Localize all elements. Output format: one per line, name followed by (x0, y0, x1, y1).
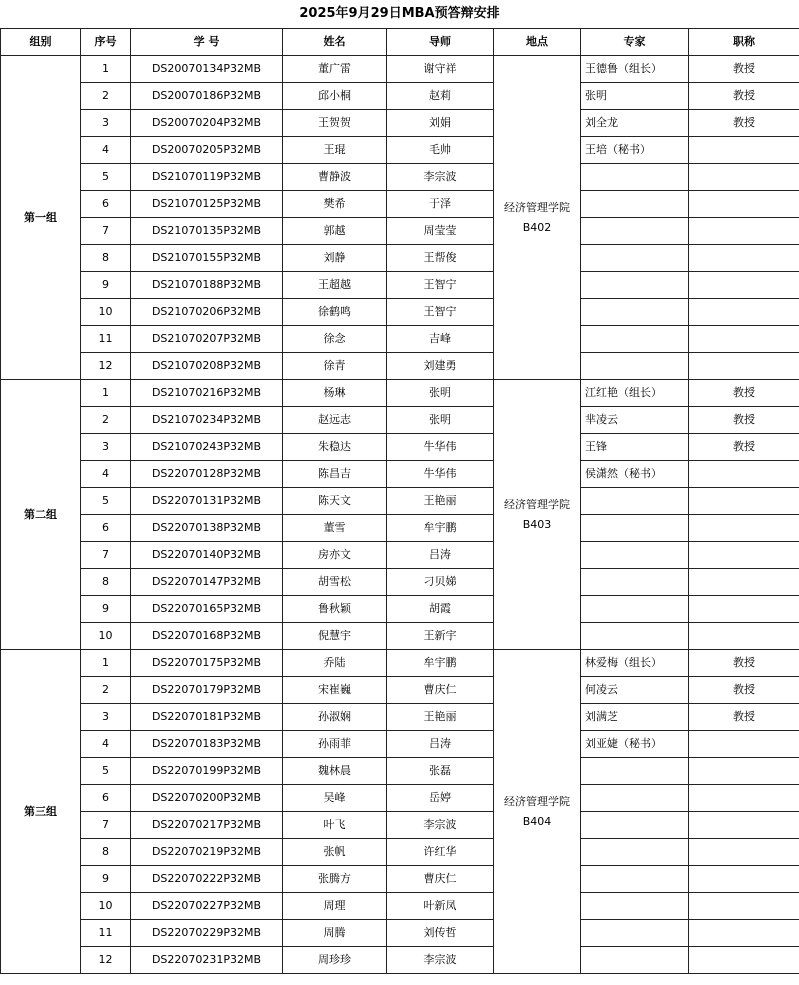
student-id-cell: DS22070131P32MB (131, 488, 283, 515)
student-id-cell: DS22070217P32MB (131, 812, 283, 839)
expert-cell: 刘全龙 (581, 110, 689, 137)
student-id-cell: DS20070205P32MB (131, 137, 283, 164)
student-name-cell: 曹静波 (283, 164, 387, 191)
student-id-cell: DS22070199P32MB (131, 758, 283, 785)
rank-cell (689, 488, 799, 515)
expert-cell (581, 596, 689, 623)
table-row (1, 596, 799, 623)
advisor-cell: 刘娟 (387, 110, 494, 137)
header-name: 姓名 (283, 29, 387, 56)
advisor-cell: 许红华 (387, 839, 494, 866)
expert-cell (581, 893, 689, 920)
advisor-cell: 王新宇 (387, 623, 494, 650)
rank-cell (689, 893, 799, 920)
student-name-cell: 孙淑娴 (283, 704, 387, 731)
rank-cell (689, 920, 799, 947)
student-name-cell: 王贺贺 (283, 110, 387, 137)
location-cell (494, 380, 581, 650)
table-row (1, 245, 799, 272)
table-row (1, 434, 799, 461)
table-row (1, 677, 799, 704)
seq-cell: 9 (81, 596, 131, 623)
header-rank: 职称 (689, 29, 799, 56)
rank-cell: 教授 (689, 110, 799, 137)
rank-cell: 教授 (689, 83, 799, 110)
header-seq: 序号 (81, 29, 131, 56)
advisor-cell: 曹庆仁 (387, 677, 494, 704)
seq-cell: 8 (81, 839, 131, 866)
advisor-cell: 李宗波 (387, 947, 494, 974)
advisor-cell: 吉峰 (387, 326, 494, 353)
seq-cell: 3 (81, 704, 131, 731)
seq-cell: 3 (81, 434, 131, 461)
expert-cell (581, 623, 689, 650)
advisor-cell: 牛华伟 (387, 461, 494, 488)
group-name: 第一组 (1, 56, 81, 380)
seq-cell: 9 (81, 866, 131, 893)
student-id-cell: DS22070181P32MB (131, 704, 283, 731)
rank-cell: 教授 (689, 704, 799, 731)
expert-cell: 芈凌云 (581, 407, 689, 434)
advisor-cell: 曹庆仁 (387, 866, 494, 893)
rank-cell (689, 218, 799, 245)
advisor-cell: 李宗波 (387, 164, 494, 191)
expert-cell (581, 812, 689, 839)
student-name-cell: 张腾方 (283, 866, 387, 893)
student-id-cell: DS22070165P32MB (131, 596, 283, 623)
seq-cell: 7 (81, 218, 131, 245)
seq-cell: 2 (81, 83, 131, 110)
seq-cell: 3 (81, 110, 131, 137)
student-name-cell: 周理 (283, 893, 387, 920)
advisor-cell: 谢守祥 (387, 56, 494, 83)
student-id-cell: DS21070234P32MB (131, 407, 283, 434)
expert-cell (581, 488, 689, 515)
student-id-cell: DS21070216P32MB (131, 380, 283, 407)
table-row (1, 110, 799, 137)
student-name-cell: 陈天文 (283, 488, 387, 515)
expert-cell (581, 326, 689, 353)
expert-cell (581, 758, 689, 785)
student-id-cell: DS22070175P32MB (131, 650, 283, 677)
seq-cell: 7 (81, 542, 131, 569)
rank-cell (689, 191, 799, 218)
table-row (1, 353, 799, 380)
table-row (1, 785, 799, 812)
student-name-cell: 吴峰 (283, 785, 387, 812)
seq-cell: 11 (81, 326, 131, 353)
seq-cell: 10 (81, 623, 131, 650)
expert-cell (581, 569, 689, 596)
rank-cell (689, 461, 799, 488)
expert-cell (581, 164, 689, 191)
table-row (1, 218, 799, 245)
rank-cell (689, 623, 799, 650)
seq-cell: 5 (81, 758, 131, 785)
table-row (1, 569, 799, 596)
rank-cell (689, 596, 799, 623)
advisor-cell: 刘传哲 (387, 920, 494, 947)
table-row (1, 758, 799, 785)
seq-cell: 10 (81, 893, 131, 920)
student-id-cell: DS22070168P32MB (131, 623, 283, 650)
table-row (1, 866, 799, 893)
location-line: 经济管理学院 (504, 794, 570, 808)
advisor-cell: 张明 (387, 407, 494, 434)
student-id-cell: DS22070147P32MB (131, 569, 283, 596)
rank-cell (689, 569, 799, 596)
advisor-cell: 王帮俊 (387, 245, 494, 272)
advisor-cell: 岳婷 (387, 785, 494, 812)
seq-cell: 9 (81, 272, 131, 299)
student-name-cell: 周珍珍 (283, 947, 387, 974)
advisor-cell: 王艳丽 (387, 488, 494, 515)
student-name-cell: 叶飞 (283, 812, 387, 839)
rank-cell (689, 731, 799, 758)
location-line: 经济管理学院 (504, 200, 570, 214)
seq-cell: 2 (81, 407, 131, 434)
expert-cell (581, 515, 689, 542)
student-name-cell: 郭越 (283, 218, 387, 245)
student-id-cell: DS21070125P32MB (131, 191, 283, 218)
rank-cell (689, 947, 799, 974)
expert-cell: 何凌云 (581, 677, 689, 704)
advisor-cell: 叶新凤 (387, 893, 494, 920)
table-row (1, 650, 799, 677)
student-name-cell: 鲁秋颖 (283, 596, 387, 623)
seq-cell: 8 (81, 569, 131, 596)
expert-cell (581, 218, 689, 245)
page-title: 2025年9月29日MBA预答辩安排 (299, 6, 500, 21)
rank-cell: 教授 (689, 56, 799, 83)
table-row (1, 515, 799, 542)
student-name-cell: 赵远志 (283, 407, 387, 434)
student-name-cell: 徐念 (283, 326, 387, 353)
student-name-cell: 魏林晨 (283, 758, 387, 785)
seq-cell: 1 (81, 380, 131, 407)
advisor-cell: 赵莉 (387, 83, 494, 110)
seq-cell: 1 (81, 650, 131, 677)
expert-cell (581, 542, 689, 569)
location-cell (494, 650, 581, 974)
advisor-cell: 毛帅 (387, 137, 494, 164)
advisor-cell: 王艳丽 (387, 704, 494, 731)
table-row (1, 461, 799, 488)
student-name-cell: 徐青 (283, 353, 387, 380)
advisor-cell: 张明 (387, 380, 494, 407)
student-id-cell: DS22070183P32MB (131, 731, 283, 758)
rank-cell (689, 758, 799, 785)
expert-cell (581, 245, 689, 272)
rank-cell (689, 272, 799, 299)
expert-cell: 林爱梅（组长） (581, 650, 689, 677)
expert-cell: 张明 (581, 83, 689, 110)
advisor-cell: 牟宇鹏 (387, 515, 494, 542)
seq-cell: 6 (81, 191, 131, 218)
header-group: 组别 (1, 29, 81, 56)
header-advisor: 导师 (387, 29, 494, 56)
location-line: 经济管理学院 (504, 497, 570, 511)
table-row (1, 812, 799, 839)
student-name-cell: 乔陆 (283, 650, 387, 677)
student-id-cell: DS22070140P32MB (131, 542, 283, 569)
student-id-cell: DS22070179P32MB (131, 677, 283, 704)
rank-cell: 教授 (689, 434, 799, 461)
table-row (1, 407, 799, 434)
expert-cell (581, 299, 689, 326)
student-id-cell: DS20070134P32MB (131, 56, 283, 83)
student-name-cell: 房亦文 (283, 542, 387, 569)
student-id-cell: DS22070200P32MB (131, 785, 283, 812)
advisor-cell: 吕涛 (387, 542, 494, 569)
seq-cell: 4 (81, 137, 131, 164)
location-line: B404 (522, 814, 552, 828)
advisor-cell: 牛华伟 (387, 434, 494, 461)
student-name-cell: 周腾 (283, 920, 387, 947)
rank-cell: 教授 (689, 380, 799, 407)
student-id-cell: DS22070138P32MB (131, 515, 283, 542)
student-id-cell: DS21070207P32MB (131, 326, 283, 353)
location-line: B402 (522, 220, 552, 234)
seq-cell: 7 (81, 812, 131, 839)
expert-cell (581, 191, 689, 218)
table-row (1, 164, 799, 191)
advisor-cell: 周莹莹 (387, 218, 494, 245)
rank-cell (689, 137, 799, 164)
student-name-cell: 胡雪松 (283, 569, 387, 596)
seq-cell: 1 (81, 56, 131, 83)
advisor-cell: 王智宁 (387, 299, 494, 326)
student-name-cell: 邱小桐 (283, 83, 387, 110)
seq-cell: 6 (81, 515, 131, 542)
table-row (1, 191, 799, 218)
seq-cell: 11 (81, 920, 131, 947)
advisor-cell: 牟宇鹏 (387, 650, 494, 677)
header-student-id: 学 号 (131, 29, 283, 56)
table-row (1, 272, 799, 299)
group-name: 第二组 (1, 380, 81, 650)
expert-cell (581, 272, 689, 299)
student-name-cell: 陈昌吉 (283, 461, 387, 488)
student-id-cell: DS22070227P32MB (131, 893, 283, 920)
student-id-cell: DS22070229P32MB (131, 920, 283, 947)
student-id-cell: DS22070231P32MB (131, 947, 283, 974)
table-row (1, 893, 799, 920)
table-row (1, 542, 799, 569)
student-name-cell: 董广雷 (283, 56, 387, 83)
table-row (1, 56, 799, 83)
rank-cell: 教授 (689, 677, 799, 704)
rank-cell (689, 515, 799, 542)
table-row (1, 299, 799, 326)
table-row (1, 947, 799, 974)
table-row (1, 704, 799, 731)
student-id-cell: DS21070135P32MB (131, 218, 283, 245)
location-cell (494, 56, 581, 380)
student-id-cell: DS22070222P32MB (131, 866, 283, 893)
rank-cell (689, 245, 799, 272)
header-row (1, 29, 799, 56)
expert-cell (581, 920, 689, 947)
student-name-cell: 杨琳 (283, 380, 387, 407)
student-id-cell: DS21070208P32MB (131, 353, 283, 380)
expert-cell (581, 785, 689, 812)
expert-cell (581, 839, 689, 866)
table-row (1, 488, 799, 515)
student-name-cell: 孙雨菲 (283, 731, 387, 758)
student-id-cell: DS22070219P32MB (131, 839, 283, 866)
rank-cell (689, 812, 799, 839)
schedule-table (0, 28, 799, 974)
student-name-cell: 董雪 (283, 515, 387, 542)
seq-cell: 4 (81, 731, 131, 758)
advisor-cell: 吕涛 (387, 731, 494, 758)
advisor-cell: 刘建勇 (387, 353, 494, 380)
rank-cell (689, 839, 799, 866)
expert-cell: 王锋 (581, 434, 689, 461)
table-row (1, 83, 799, 110)
location-line: B403 (522, 517, 552, 531)
student-id-cell: DS20070204P32MB (131, 110, 283, 137)
student-name-cell: 徐鹤鸣 (283, 299, 387, 326)
student-name-cell: 刘静 (283, 245, 387, 272)
schedule-body (1, 56, 799, 974)
expert-cell (581, 947, 689, 974)
rank-cell (689, 353, 799, 380)
student-id-cell: DS21070206P32MB (131, 299, 283, 326)
seq-cell: 10 (81, 299, 131, 326)
student-name-cell: 朱稳达 (283, 434, 387, 461)
rank-cell (689, 785, 799, 812)
student-id-cell: DS21070155P32MB (131, 245, 283, 272)
student-name-cell: 王超越 (283, 272, 387, 299)
rank-cell (689, 326, 799, 353)
rank-cell: 教授 (689, 650, 799, 677)
table-row (1, 137, 799, 164)
student-name-cell: 张帆 (283, 839, 387, 866)
student-name-cell: 樊希 (283, 191, 387, 218)
advisor-cell: 刁贝娣 (387, 569, 494, 596)
student-name-cell: 宋崔巍 (283, 677, 387, 704)
rank-cell: 教授 (689, 407, 799, 434)
advisor-cell: 王智宁 (387, 272, 494, 299)
expert-cell (581, 353, 689, 380)
student-id-cell: DS21070243P32MB (131, 434, 283, 461)
advisor-cell: 张磊 (387, 758, 494, 785)
expert-cell: 侯潇然（秘书） (581, 461, 689, 488)
rank-cell (689, 299, 799, 326)
header-location: 地点 (494, 29, 581, 56)
expert-cell: 刘亚婕（秘书） (581, 731, 689, 758)
seq-cell: 4 (81, 461, 131, 488)
rank-cell (689, 542, 799, 569)
seq-cell: 8 (81, 245, 131, 272)
student-id-cell: DS21070188P32MB (131, 272, 283, 299)
seq-cell: 2 (81, 677, 131, 704)
student-name-cell: 倪慧宇 (283, 623, 387, 650)
expert-cell: 江红艳（组长） (581, 380, 689, 407)
table-row (1, 920, 799, 947)
advisor-cell: 李宗波 (387, 812, 494, 839)
seq-cell: 6 (81, 785, 131, 812)
student-id-cell: DS22070128P32MB (131, 461, 283, 488)
seq-cell: 5 (81, 164, 131, 191)
group-name: 第三组 (1, 650, 81, 974)
table-row (1, 839, 799, 866)
expert-cell (581, 866, 689, 893)
student-name-cell: 王琨 (283, 137, 387, 164)
advisor-cell: 胡霞 (387, 596, 494, 623)
seq-cell: 5 (81, 488, 131, 515)
header-expert: 专家 (581, 29, 689, 56)
student-id-cell: DS20070186P32MB (131, 83, 283, 110)
rank-cell (689, 164, 799, 191)
table-row (1, 623, 799, 650)
table-row (1, 380, 799, 407)
student-id-cell: DS21070119P32MB (131, 164, 283, 191)
table-row (1, 326, 799, 353)
table-row (1, 731, 799, 758)
rank-cell (689, 866, 799, 893)
expert-cell: 王德鲁（组长） (581, 56, 689, 83)
expert-cell: 王培（秘书） (581, 137, 689, 164)
seq-cell: 12 (81, 353, 131, 380)
advisor-cell: 于泽 (387, 191, 494, 218)
expert-cell: 刘满芝 (581, 704, 689, 731)
seq-cell: 12 (81, 947, 131, 974)
